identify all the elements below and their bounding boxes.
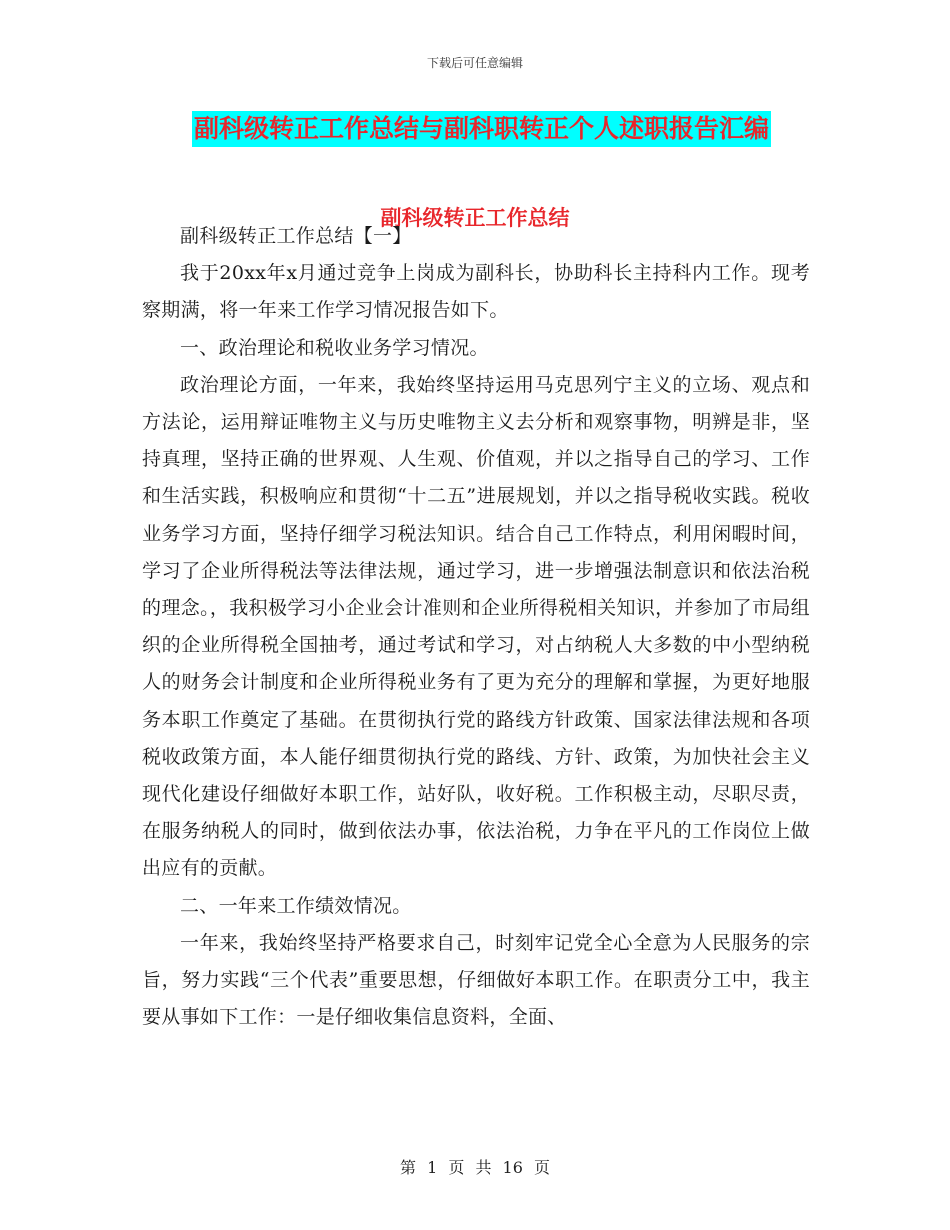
paragraph-subheading: 副科级转正工作总结【一】 xyxy=(180,225,412,247)
header-note: 下载后可任意编辑 xyxy=(426,56,523,70)
document-body xyxy=(142,218,810,1036)
document-title: 副科级转正工作总结与副科职转正个人述职报告汇编 xyxy=(192,111,771,147)
paragraph: 政治理论方面，一年来，我始终坚持运用马克思列宁主义的立场、观点和方法论，运用辩证唯物主义与历史唯物主义去分析和观察事物，明辨是非，坚持真理，坚持正确的世界观、人生观、价值观，并以之指导自己的学习、工作和生活实践，积极响应和贯彻“十二五”进展规划，并以之指导税收实践。税收业务学习方面，坚持仔细学习税法知识。结合自己工作特点，利用闲暇时间，学习了企业所得税法等法律法规，通过学习，进一步增强法制意识和依法治税的理念。，我积极学习小企业会计准则和企业所得税相关知识，并参加了市局组织的企业所得税全国抽考，通过考试和学习，对占纳税人大多数的中小型纳税人的财务会计制度和企业所得税业务有了更为充分的理解和掌握，为更好地服务本职工作奠定了基础。在贯彻执行党的路线方针政策、国家法律法规和各项税收政策方面，本人能仔细贯彻执行党的路线、方针、政策，为加快社会主义现代化建设仔细做好本职工作，站好队，收好税。工作积极主动，尽职尽责，在服务纳税人的同时，做到依法办事，依法治税，力争在平凡的工作岗位上做出应有的贡献。 xyxy=(142,373,810,880)
paragraph-heading: 一、政治理论和税收业务学习情况。 xyxy=(180,336,489,359)
page-footer: 第 1 页 共 16 页 xyxy=(400,1158,550,1177)
paragraph: 我于20xx年x月通过竞争上岗成为副科长，协助科长主持科内工作。现考察期满，将一年来工作学习情况报告如下。 xyxy=(142,262,810,322)
paragraph: 一年来，我始终坚持严格要求自己，时刻牢记党全心全意为人民服务的宗旨，努力实践“三个代表”重要思想，仔细做好本职工作。在职责分工中，我主要从事如下工作：一是仔细收集信息资料，全面、 xyxy=(142,931,810,1029)
paragraph-heading: 二、一年来工作绩效情况。 xyxy=(180,894,412,917)
section-title: 副科级转正工作总结 xyxy=(380,206,570,230)
